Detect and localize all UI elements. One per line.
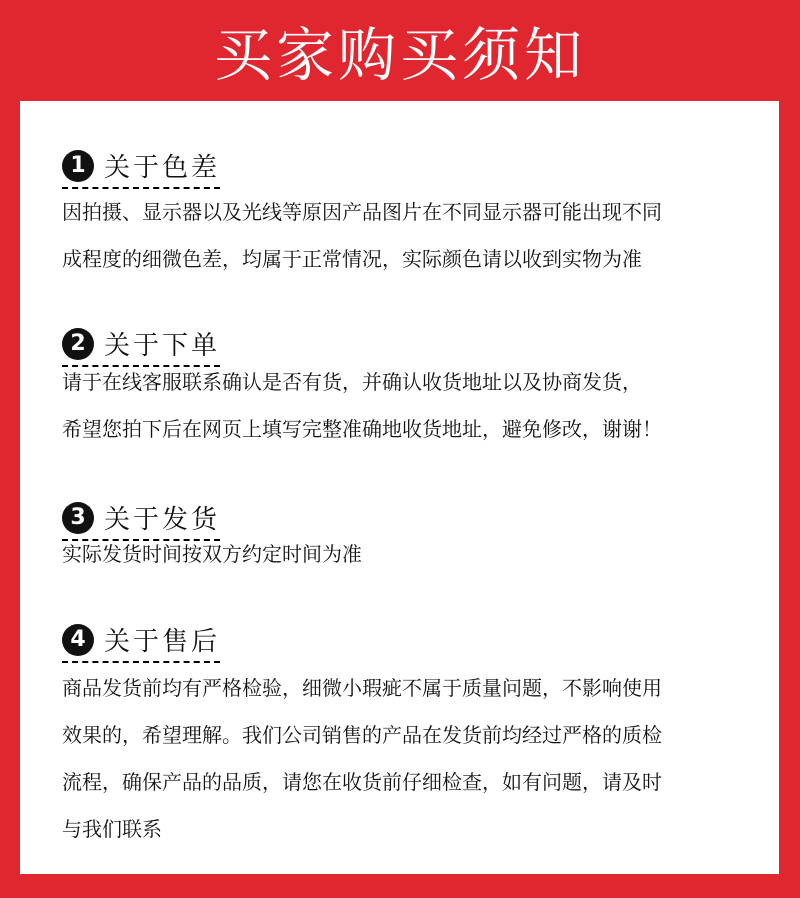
number-badge: 3 xyxy=(62,502,94,534)
section-shipping xyxy=(62,499,752,578)
section-body xyxy=(62,189,752,283)
number-badge: 2 xyxy=(62,328,94,360)
number-badge: 1 xyxy=(62,150,94,182)
section-body xyxy=(62,665,752,853)
body-line: 实际发货时间按双方约定时间为准 xyxy=(62,542,362,566)
body-line: 希望您拍下后在网页上填写完整准确地收货地址，避免修改，谢谢！ xyxy=(62,417,662,441)
section-body xyxy=(62,531,752,578)
body-line: 与我们联系 xyxy=(62,817,162,841)
page-title: 买家购买须知 xyxy=(213,21,586,89)
notice-panel xyxy=(20,101,779,874)
section-title: 关于发货 xyxy=(104,505,221,535)
section-title: 关于售后 xyxy=(104,627,221,657)
section-color-difference xyxy=(62,147,752,283)
section-ordering xyxy=(62,325,752,453)
body-line: 效果的，希望理解。我们公司销售的产品在发货前均经过严格的质检 xyxy=(62,723,662,747)
section-title: 关于色差 xyxy=(104,153,221,183)
body-line: 流程，确保产品的品质，请您在收货前仔细检查，如有问题，请及时 xyxy=(62,770,662,794)
body-line: 商品发货前均有严格检验，细微小瑕疵不属于质量问题，不影响使用 xyxy=(62,676,662,700)
body-line: 成程度的细微色差，均属于正常情况，实际颜色请以收到实物为准 xyxy=(62,247,642,271)
section-heading xyxy=(62,621,220,663)
section-heading xyxy=(62,147,220,189)
section-body xyxy=(62,359,752,453)
title-banner xyxy=(0,0,800,100)
body-line: 请于在线客服联系确认是否有货，并确认收货地址以及协商发货， xyxy=(62,370,642,394)
section-after-sales xyxy=(62,621,752,853)
number-badge: 4 xyxy=(62,624,94,656)
body-line: 因拍摄、显示器以及光线等原因产品图片在不同显示器可能出现不同 xyxy=(62,200,662,224)
section-title: 关于下单 xyxy=(104,331,221,361)
